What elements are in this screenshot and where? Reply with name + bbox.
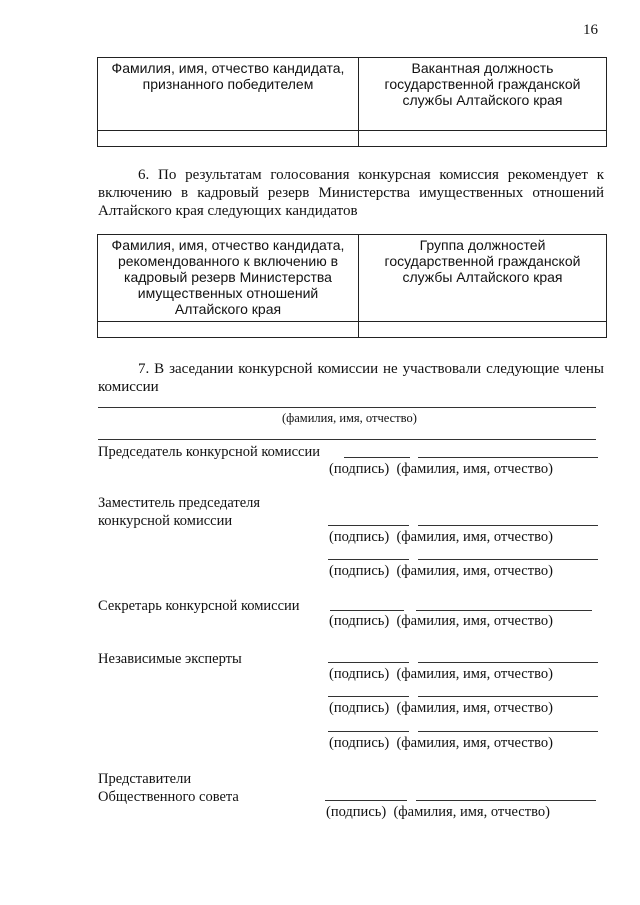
- winner-table-header-candidate: Фамилия, имя, отчество кандидата, признанного победителем: [98, 58, 359, 131]
- expert3-signature-caption: [329, 735, 553, 752]
- reserve-table: [97, 234, 607, 338]
- section-6-text: 6. По результатам голосования конкурсная комиссия рекомендует к включению в кадровый резерв Министерства имущественных отношений Алтайского края следующих кандидатов: [98, 167, 604, 219]
- winner-table: [97, 57, 607, 147]
- fio-caption: (фамилия, имя, отчество): [396, 461, 553, 477]
- secretary-signature-line[interactable]: [330, 610, 404, 611]
- reserve-table-cell-group[interactable]: [359, 322, 607, 338]
- winner-table-cell-candidate[interactable]: [98, 131, 359, 147]
- expert1-signature-line[interactable]: [328, 662, 409, 663]
- fio-caption: (фамилия, имя, отчество): [396, 563, 553, 579]
- podpis-caption: (подпись): [329, 529, 390, 545]
- podpis-caption: (подпись): [329, 461, 390, 477]
- fio-caption: (фамилия, имя, отчество): [396, 529, 553, 545]
- experts-label: Независимые эксперты: [98, 651, 242, 667]
- fio-caption: (фамилия, имя, отчество): [282, 411, 417, 425]
- podpis-caption: (подпись): [329, 563, 390, 579]
- expert2-signature-caption: [329, 700, 553, 717]
- deputy2-name-line[interactable]: [418, 559, 598, 560]
- section-7-text: 7. В заседании конкурсной комиссии не участвовали следующие члены комиссии: [98, 361, 604, 395]
- council-signature-line[interactable]: [325, 800, 407, 801]
- podpis-caption: (подпись): [326, 804, 387, 820]
- council-label-line2: Общественного совета: [98, 789, 239, 805]
- secretary-label: Секретарь конкурсной комиссии: [98, 598, 300, 614]
- podpis-caption: (подпись): [329, 613, 390, 629]
- chairman-signature-caption: [329, 461, 553, 478]
- expert1-signature-caption: [329, 666, 553, 683]
- secretary-name-line[interactable]: [416, 610, 592, 611]
- winner-table-header-position: Вакантная должность государственной гражданской службы Алтайского края: [359, 58, 607, 131]
- absent-members-line-2[interactable]: [98, 439, 596, 440]
- podpis-caption: (подпись): [329, 700, 390, 716]
- expert1-name-line[interactable]: [418, 662, 598, 663]
- reserve-table-header-candidate: Фамилия, имя, отчество кандидата, рекомендованного к включению в кадровый резерв Министерства имущественных отношений Алтайского края: [98, 235, 359, 322]
- council-name-line[interactable]: [416, 800, 596, 801]
- council-label-line1: Представители: [98, 771, 192, 787]
- deputy-signature-caption: [329, 529, 553, 546]
- fio-caption: (фамилия, имя, отчество): [393, 804, 550, 820]
- deputy-name-line[interactable]: [418, 525, 598, 526]
- reserve-table-header-group: Группа должностей государственной гражданской службы Алтайского края: [359, 235, 607, 322]
- deputy-label-line2: конкурсной комиссии: [98, 513, 233, 529]
- fio-caption: (фамилия, имя, отчество): [396, 700, 553, 716]
- expert2-name-line[interactable]: [418, 696, 598, 697]
- page-number: 16: [583, 22, 598, 38]
- reserve-table-cell-candidate[interactable]: [98, 322, 359, 338]
- absent-members-line[interactable]: [98, 407, 596, 408]
- podpis-caption: (подпись): [329, 666, 390, 682]
- winner-table-cell-position[interactable]: [359, 131, 607, 147]
- chairman-label: Председатель конкурсной комиссии: [98, 444, 320, 460]
- deputy-label-line1: Заместитель председателя: [98, 495, 261, 511]
- expert3-signature-line[interactable]: [328, 731, 409, 732]
- deputy2-signature-caption: [329, 563, 553, 580]
- fio-caption: (фамилия, имя, отчество): [396, 735, 553, 751]
- chairman-name-line[interactable]: [418, 457, 598, 458]
- deputy-signature-line[interactable]: [328, 525, 409, 526]
- fio-caption: (фамилия, имя, отчество): [396, 613, 553, 629]
- expert2-signature-line[interactable]: [328, 696, 409, 697]
- podpis-caption: (подпись): [329, 735, 390, 751]
- council-signature-caption: [326, 804, 550, 821]
- secretary-signature-caption: [329, 613, 553, 630]
- expert3-name-line[interactable]: [418, 731, 598, 732]
- deputy2-signature-line[interactable]: [328, 559, 409, 560]
- chairman-signature-line[interactable]: [344, 457, 410, 458]
- fio-caption: (фамилия, имя, отчество): [396, 666, 553, 682]
